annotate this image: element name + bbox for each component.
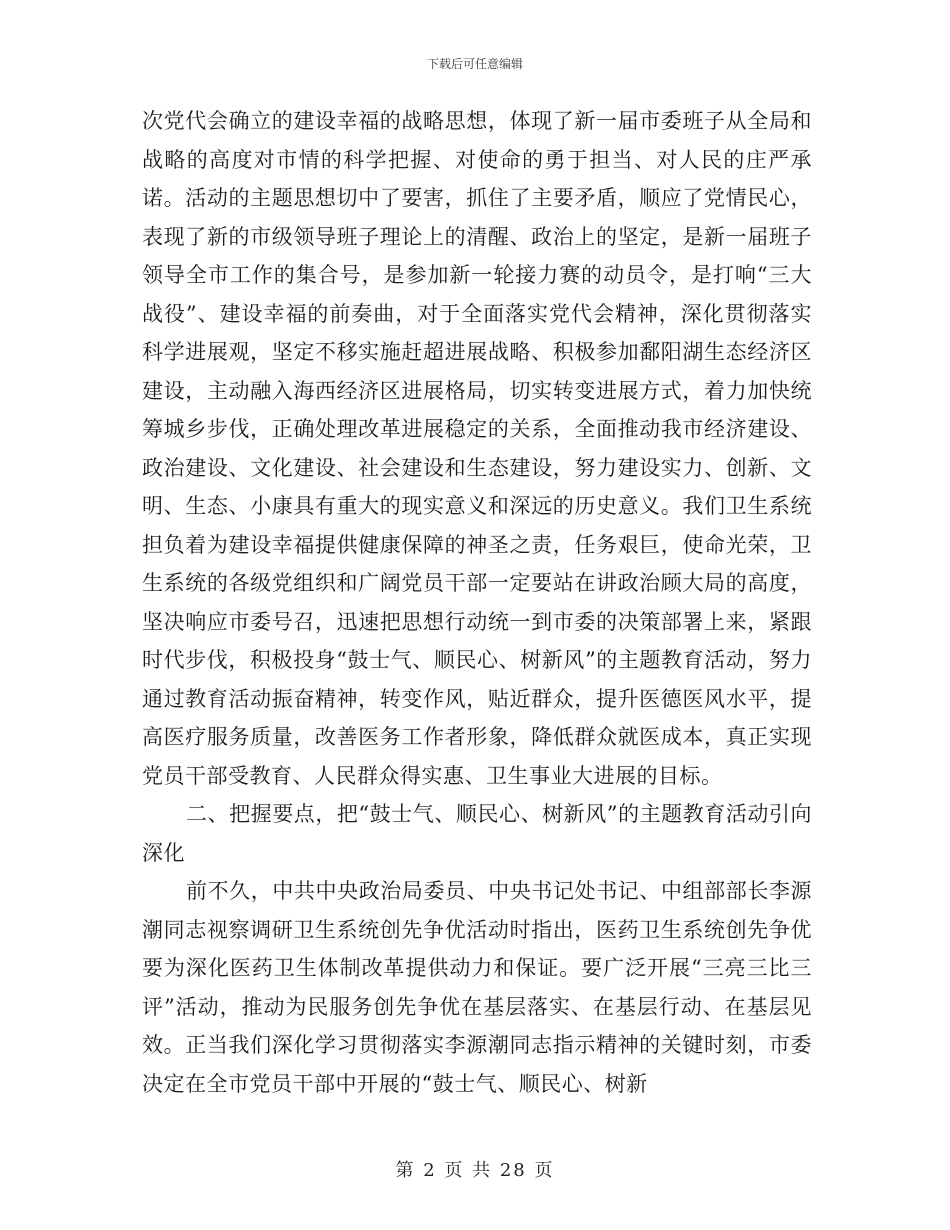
body-paragraph-2: 前不久，中共中央政治局委员、中央书记处书记、中组部部长李源潮同志视察调研卫生系统创先争优活动时指出，医药卫生系统创先争优要为深化医药卫生体制改革提供动力和保证。要广泛开展“三亮三比三评”活动，推动为民服务创先争优在基层落实、在基层行动、在基层见效。正当我们深化学习贯彻落实李源潮同志指示精神的关键时刻，市委决定在全市党员干部中开展的“鼓士气、顺民心、树新 [142,879,812,1096]
page-number-footer: 第 2 页 共 28 页 [395,1160,555,1181]
section-heading: 二、把握要点，把“鼓士气、顺民心、树新风”的主题教育活动引向深化 [142,802,812,865]
document-body [142,102,812,1103]
body-paragraph-1: 次党代会确立的建设幸福的战略思想，体现了新一届市委班子从全局和战略的高度对市情的科学把握、对使命的勇于担当、对人民的庄严承诺。活动的主题思想切中了要害，抓住了主要矛盾，顺应了党情民心，表现了新的市级领导班子理论上的清醒、政治上的坚定，是新一届班子领导全市工作的集合号，是参加新一轮接力赛的动员令，是打响“三大战役”、建设幸福的前奏曲，对于全面落实党代会精神，深化贯彻落实科学进展观，坚定不移实施赶超进展战略、积极参加鄱阳湖生态经济区建设，主动融入海西经济区进展格局，切实转变进展方式，着力加快统筹城乡步伐，正确处理改革进展稳定的关系，全面推动我市经济建设、政治建设、文化建设、社会建设和生态建设，努力建设实力、创新、文明、生态、小康具有重大的现实意义和深远的历史意义。我们卫生系统担负着为建设幸福提供健康保障的神圣之责，任务艰巨，使命光荣，卫生系统的各级党组织和广阔党员干部一定要站在讲政治顾大局的高度，坚决响应市委号召，迅速把思想行动统一到市委的决策部署上来，紧跟时代步伐，积极投身“鼓士气、顺民心、树新风”的主题教育活动，努力通过教育活动振奋精神，转变作风，贴近群众，提升医德医风水平，提高医疗服务质量，改善医务工作者形象，降低群众就医成本，真正实现党员干部受教育、人民群众得实惠、卫生事业大进展的目标。 [142,109,812,788]
page-header: 下载后可任意编辑 [426,57,523,71]
